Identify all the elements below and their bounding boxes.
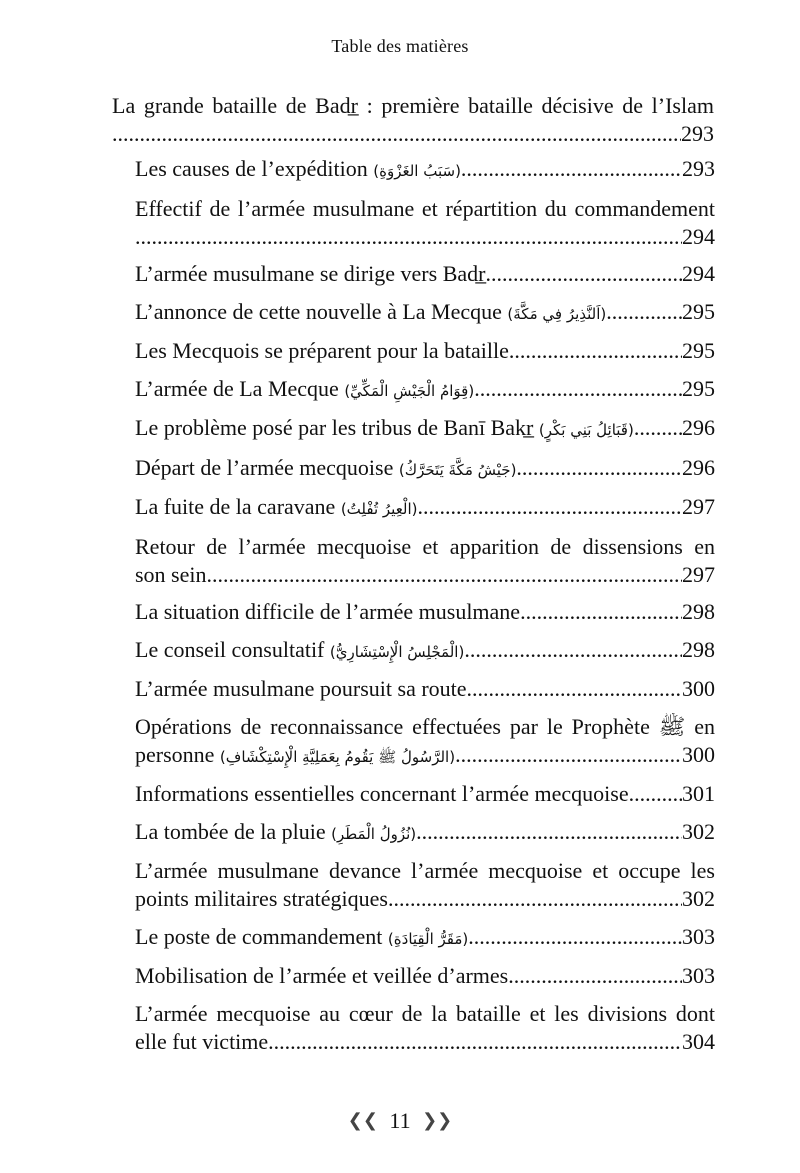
right-ornament-icon: ❯❯ — [422, 1110, 453, 1131]
dot-leader — [509, 337, 682, 365]
toc-entry[interactable] — [135, 598, 715, 626]
toc-entry-leader-line — [135, 1028, 715, 1056]
dot-leader — [268, 1028, 682, 1056]
toc-entry[interactable] — [135, 533, 715, 589]
toc-entry-page-number: 303 — [682, 963, 715, 988]
toc-entry[interactable] — [135, 857, 715, 913]
toc-entry-title — [135, 493, 418, 523]
toc-entry-title-text: Le conseil consultatif — [135, 636, 325, 662]
dot-leader — [418, 493, 682, 521]
toc-entry-page-number: 295 — [682, 298, 715, 324]
toc-entry-title — [135, 260, 485, 288]
toc-entry[interactable] — [135, 962, 715, 990]
toc-entry-title-text: Les Mecquois se préparent pour la bataille — [135, 338, 509, 363]
toc-entry-page-number: 298 — [682, 599, 715, 624]
toc-entry-leader-line — [135, 375, 715, 405]
toc-entry[interactable] — [112, 92, 714, 148]
dot-leader — [135, 223, 682, 251]
toc-entry-page-number: 303 — [682, 923, 715, 949]
toc-entry[interactable] — [135, 298, 715, 328]
toc-entry-title-line: La grande bataille de Badr̲ : première bataille décisive de l’Islam — [112, 93, 714, 118]
toc-entry-page-number: 294 — [682, 261, 715, 286]
toc-entry[interactable] — [135, 818, 715, 848]
toc-entry[interactable] — [135, 675, 715, 703]
dot-leader — [629, 780, 682, 808]
dot-leader — [461, 155, 682, 183]
toc-entry-title-text: personne — [135, 741, 215, 767]
toc-entry-page-number: 295 — [682, 375, 715, 401]
toc-entry-leader-line — [135, 561, 715, 589]
toc-entry-title-line: L’armée musulmane devance l’armée mecquoise et occupe les — [135, 858, 715, 883]
toc-entry-page-number: 294 — [682, 223, 715, 249]
dot-leader — [388, 885, 682, 913]
toc-entry-title-text: La situation difficile de l’armée musulmane — [135, 599, 521, 624]
dot-leader — [520, 598, 682, 626]
toc-entry-page-number: 304 — [682, 1028, 715, 1054]
toc-entry-title — [135, 636, 464, 666]
toc-entry-arabic-title: (سَبَبُ الغَزْوَةِ) — [373, 162, 461, 180]
toc-entry-page-number: 297 — [682, 561, 715, 587]
dot-leader — [606, 298, 682, 326]
toc-entry-arabic-title: (قِوَامُ الْجَيْشِ الْمَكِّيِّ) — [344, 381, 475, 400]
toc-entry-leader-line — [135, 414, 715, 444]
dot-leader — [455, 741, 682, 769]
dot-leader — [508, 962, 682, 990]
toc-entry[interactable] — [135, 195, 715, 251]
toc-entry-page-number: 293 — [682, 156, 715, 181]
dot-leader — [516, 454, 682, 482]
toc-entry-leader-line — [135, 337, 715, 365]
toc-entry-title-text: L’armée musulmane poursuit sa route — [135, 676, 467, 701]
toc-entry-title — [135, 675, 467, 703]
toc-entry-leader-line — [135, 493, 715, 523]
toc-entry-title — [135, 780, 629, 808]
toc-entry-title — [135, 414, 634, 444]
toc-entry-leader-line — [135, 885, 715, 913]
toc-entry-title-text: Le problème posé par les tribus de Banī Bakr̲ — [135, 415, 534, 440]
toc-entry[interactable] — [135, 713, 715, 771]
dot-leader — [474, 375, 682, 403]
dot-leader — [634, 414, 682, 442]
toc-entry-title — [135, 561, 207, 589]
toc-entry-page-number: 300 — [682, 741, 715, 767]
toc-entry-title-line: Retour de l’armée mecquoise et apparition de dissensions en — [135, 533, 715, 559]
dot-leader — [207, 561, 683, 589]
toc-entry-arabic-title: (الْعِيرُ تُفْلِتُ) — [340, 500, 418, 518]
toc-entry-title-text: Le poste de commandement — [135, 923, 383, 949]
page-number: 11 — [389, 1108, 411, 1133]
toc-entry-title — [135, 155, 461, 185]
page-footer — [0, 1108, 800, 1134]
toc-entry-page-number: 301 — [682, 781, 715, 806]
toc-entry[interactable] — [135, 636, 715, 666]
toc-entry-arabic-title: (الْمَجْلِسُ الْإِسْتِشَارِيُّ) — [329, 642, 465, 661]
toc-entry-title-text: elle fut victime — [135, 1028, 269, 1054]
toc-entry-title-text: L’annonce de cette nouvelle à La Mecque — [135, 298, 502, 324]
toc-entry[interactable] — [135, 375, 715, 405]
toc-entry-leader-line — [135, 223, 715, 251]
toc-entry-title-text: Les causes de l’expédition — [135, 156, 368, 181]
toc-entry-page-number: 296 — [682, 415, 715, 440]
toc-entry-page-number: 298 — [682, 636, 715, 662]
left-ornament-icon: ❮❮ — [347, 1110, 378, 1131]
toc-entry-leader-line — [135, 636, 715, 666]
toc-entry-page-number: 295 — [682, 338, 715, 363]
toc-entry[interactable] — [135, 923, 715, 953]
toc-entry[interactable] — [135, 454, 715, 484]
toc-entry-arabic-title: (اَلنَّذِيرُ فِي مَكَّةَ) — [507, 304, 607, 323]
toc-entry-page-number: 297 — [682, 494, 715, 519]
toc-entry-title — [135, 885, 388, 913]
toc-entry-title-text: Mobilisation de l’armée et veillée d’armes — [135, 963, 509, 988]
toc-entry-leader-line — [135, 675, 715, 703]
toc-entry-page-number: 293 — [681, 121, 714, 146]
toc-entry-arabic-title: (نُزُولُ الْمَطَرِ) — [331, 824, 417, 843]
toc-entry-leader-line — [135, 155, 715, 185]
toc-entry-title-text: points militaires stratégiques — [135, 886, 388, 911]
toc-entry-title-line: Effectif de l’armée musulmane et répartition du commandement — [135, 195, 715, 221]
toc-entry[interactable] — [135, 1000, 715, 1056]
toc-entry-title — [135, 454, 516, 484]
toc-entry-leader-line — [135, 598, 715, 626]
toc-entry-arabic-title: (قَبَائِلُ بَنِي بَكْرٍ) — [538, 421, 634, 439]
toc-entry[interactable] — [135, 260, 715, 288]
toc-entry-leader-line — [135, 923, 715, 953]
toc-entry-leader-line — [135, 780, 715, 808]
dot-leader — [467, 675, 682, 703]
running-header-title: Table des matières — [331, 36, 469, 56]
toc-entry-title — [135, 818, 416, 848]
toc-entry-leader-line — [135, 260, 715, 288]
dot-leader — [468, 923, 682, 951]
toc-entry-title-text: L’armée de La Mecque — [135, 375, 339, 401]
toc-entry-page-number: 300 — [682, 676, 715, 701]
toc-entry-leader-line — [135, 962, 715, 990]
dot-leader — [485, 260, 682, 288]
toc-entry-title-line: Opérations de reconnaissance effectuées par le Prophète ﷺ en — [135, 713, 715, 739]
toc-entry[interactable] — [135, 155, 715, 185]
toc-entry-title-text: La fuite de la caravane — [135, 494, 336, 519]
toc-entry[interactable] — [135, 493, 715, 523]
toc-entry-title-text: Départ de l’armée mecquoise — [135, 454, 394, 480]
toc-entry-title-text: La tombée de la pluie — [135, 818, 326, 844]
dot-leader — [416, 818, 682, 846]
toc-entry-title — [135, 375, 474, 405]
toc-entry-title — [135, 1028, 268, 1056]
toc-entry-title — [135, 962, 508, 990]
toc-entry-arabic-title: (مَقَرُّ الْقِيَادَةِ) — [387, 929, 469, 948]
toc-entry-title — [135, 598, 520, 626]
toc-entry-title — [135, 298, 606, 328]
toc-entry[interactable] — [135, 414, 715, 444]
toc-entry-leader-line — [135, 741, 715, 771]
toc-entry-title — [135, 923, 468, 953]
toc-entry-title-text: L’armée musulmane se dirige vers Badr̲ — [135, 261, 486, 286]
toc-entry[interactable] — [135, 780, 715, 808]
toc-entry-title-line: L’armée mecquoise au cœur de la bataille et les divisions dont — [135, 1000, 715, 1026]
toc-entry-leader-line — [135, 298, 715, 328]
toc-entry-title — [135, 337, 509, 365]
toc-entry-leader-line — [135, 454, 715, 484]
toc-entry-page-number: 296 — [682, 454, 715, 480]
toc-entry-arabic-title: (الرَّسُولُ ﷺ يَقُومُ بِعَمَلِيَّةِ الْإِسْتِكْشَافِ) — [219, 747, 456, 766]
toc-entry-arabic-title: (جَيْشُ مَكَّةَ يَتَحَرَّكُ) — [398, 460, 517, 479]
table-of-contents — [0, 92, 800, 1065]
toc-entry-title-text: Informations essentielles concernant l’armée mecquoise — [135, 781, 629, 806]
toc-entry-page-number: 302 — [682, 886, 715, 911]
toc-entry-page-number: 302 — [682, 818, 715, 844]
toc-entry-leader-line — [135, 818, 715, 848]
toc-entry[interactable] — [135, 337, 715, 365]
dot-leader — [112, 120, 681, 148]
toc-entry-title-text: son sein — [135, 561, 207, 587]
toc-entry-title — [135, 741, 455, 771]
toc-entry-leader-line — [112, 120, 714, 148]
dot-leader — [464, 636, 682, 664]
